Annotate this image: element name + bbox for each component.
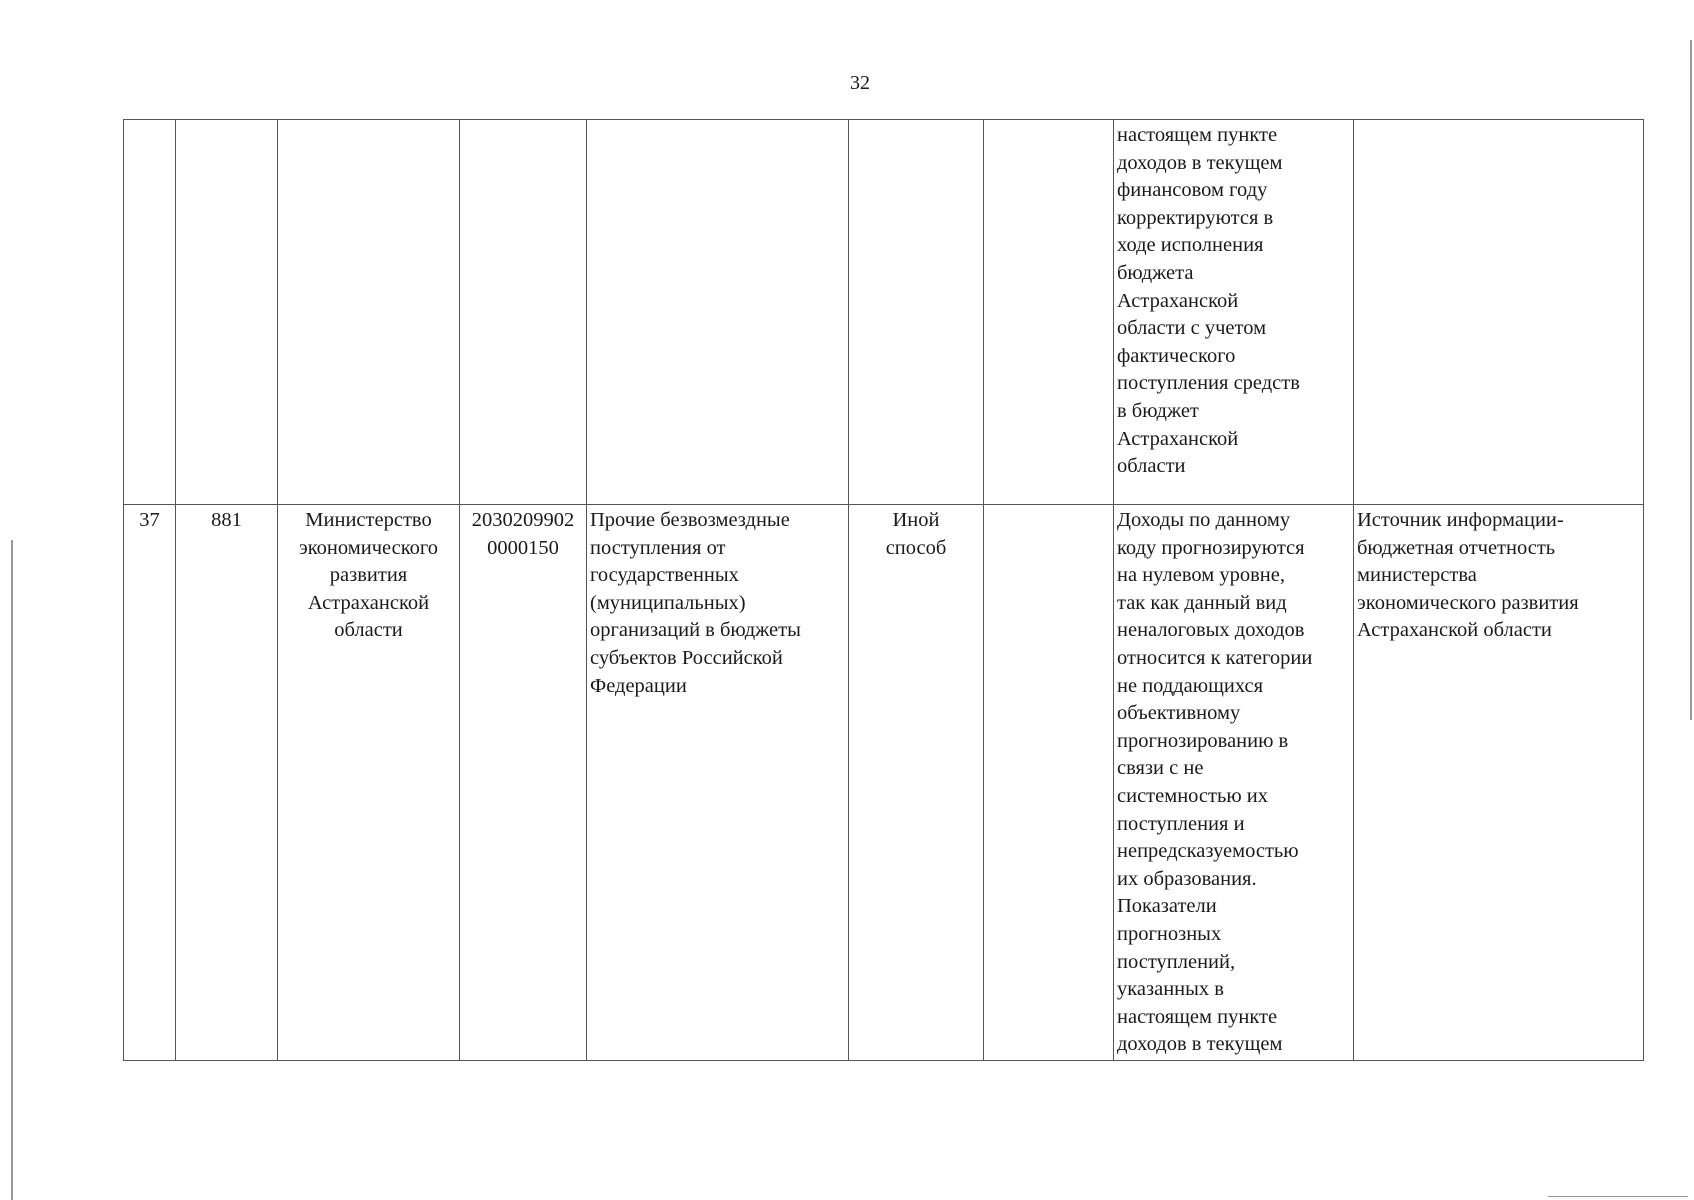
income-name-cell: Прочие безвозмездные поступления от государственных (муниципальных) организаций в бюджеты субъектов Российской Федерации bbox=[587, 505, 849, 1061]
admin-code-cell bbox=[176, 120, 278, 505]
admin-code-cell: 881 bbox=[176, 505, 278, 1061]
description-cell: настоящем пункте доходов в текущем финансовом году корректируются в ходе исполнения бюджета Астраханской области с учетом фактического поступления средств в бюджет Астраханской области bbox=[1114, 120, 1354, 505]
page-number: 32 bbox=[850, 72, 870, 94]
method-cell: Иной способ bbox=[849, 505, 984, 1061]
source-cell: Источник информации- бюджетная отчетность министерства экономического развития Астраханской области bbox=[1354, 505, 1644, 1061]
source-cell bbox=[1354, 120, 1644, 505]
description-cell: Доходы по данному коду прогнозируются на нулевом уровне, так как данный вид неналоговых доходов относится к категории не поддающихся объективному прогнозированию в связи с не системностью их поступления и непредсказуемостью их образования. Показатели прогнозных поступлений, указанных в настоящем пункте доходов в текущем bbox=[1114, 505, 1354, 1061]
income-forecast-table bbox=[123, 119, 1644, 1061]
kbk-cell: 2030209902 0000150 bbox=[460, 505, 587, 1061]
formula-cell bbox=[984, 120, 1114, 505]
row-number-cell bbox=[124, 120, 176, 505]
scan-edge-line-right bbox=[1690, 40, 1692, 720]
administrator-cell: Министерство экономического развития Астраханской области bbox=[278, 505, 460, 1061]
method-cell bbox=[849, 120, 984, 505]
formula-cell bbox=[984, 505, 1114, 1061]
scan-edge-line-bottom bbox=[1548, 1196, 1688, 1197]
table-row bbox=[124, 505, 1644, 1061]
table-row bbox=[124, 120, 1644, 505]
scan-edge-line-left bbox=[11, 540, 13, 1200]
row-number-cell: 37 bbox=[124, 505, 176, 1061]
administrator-cell bbox=[278, 120, 460, 505]
kbk-cell bbox=[460, 120, 587, 505]
income-name-cell bbox=[587, 120, 849, 505]
